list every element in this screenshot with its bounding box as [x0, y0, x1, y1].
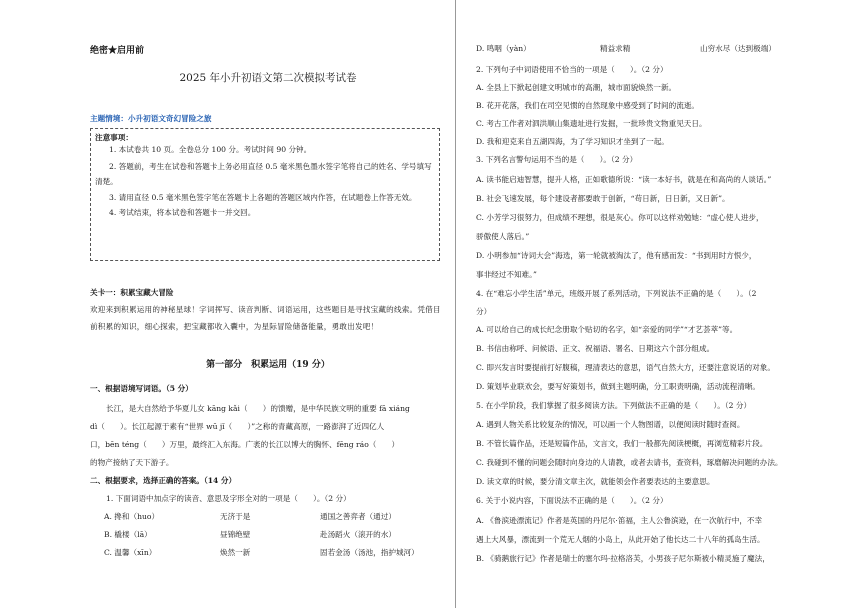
notice-item: 1. 本试卷共 10 页。全卷总分 100 分。考试时间 90 分钟。 [109, 145, 312, 155]
paragraph-line: 的物产接纳了天下游子。 [90, 458, 174, 467]
option: A. 遇到人物关系比较复杂的情况，可以画一个人物图谱，以便阅读时随时查阅。 [476, 420, 745, 429]
exam-title: 2025 年小升初语文第二次模拟考试卷 [179, 72, 357, 84]
notice-item: 4. 考试结束，将本试卷和答题卡一并交回。 [109, 207, 256, 217]
option-row [104, 530, 460, 539]
option: B. 《骑鹅旅行记》作者是瑞士的塞尔玛·拉格洛芙，小男孩子尼尔斯被小精灵施了魔法， [476, 554, 770, 563]
option: D. 读文章的时候，要分清文章主次，就能领会作者要表达的主要意思。 [476, 477, 715, 486]
option-cell: C. 温馨（xīn） [104, 548, 157, 557]
option: B. 花开花落，我们在司空见惯的自然现象中感受到了时间的流逝。 [476, 101, 700, 110]
level-intro: 欢迎来到积累运用的神秘星球！字词挥写、读音判断、词语运用，这些题目是寻找宝藏的线索。凭借目前积累的知识，细心探索，把宝藏都收入囊中，为星际冒险储备能量，勇敢出发吧！ [90, 305, 441, 331]
option: D. 小明参加“诗词大会”海选，第一轮就被淘汰了，他有感而发：“书到用时方恨少， [476, 251, 757, 260]
option-cell: 焕然一新 [220, 548, 251, 557]
option-cell: 固若金汤（汤池，指护城河） [320, 548, 419, 557]
secret-label: 绝密★启用前 [90, 46, 145, 56]
option: 事非经过不知难。” [476, 270, 537, 279]
option: 遇上大风暴，漂流到一个荒无人烟的小岛上，从此开始了他长达二十八年的孤岛生活。 [476, 535, 765, 544]
option: C. 考古工作者对泗洪顺山集遗址进行发掘，一批珍贵文物重见天日。 [476, 119, 707, 128]
paragraph-line: 长江，是大自然给予华夏儿女 kāng kǎi（ ）的馈赠，是中华民族文明的重要 fā xiáng [106, 404, 410, 413]
option-cell: D. 鸣咽（yàn） [476, 44, 531, 53]
paragraph-line: dì（ ）。长江起源于素有“世界 wū jǐ（ ）”之称的青藏高原，一路澎湃了近四亿人 [90, 422, 385, 431]
option: 骄傲使人落后。” [476, 232, 530, 241]
section-heading: 一、根据语境写词语。（5 分） [90, 384, 193, 393]
question-stem: 1. 下面词语中加点字的读音、意思及字形全对的一项是（ ）。（2 分） [106, 494, 351, 503]
option-cell: 昼锦绝壁 [220, 530, 251, 539]
option-row [104, 512, 460, 521]
option: A. 读书能启迪智慧，提升人格，正如歌德所说：“读一本好书，就是在和高尚的人谈话。” [476, 175, 772, 184]
option-cell: B. 橇楼（lā） [104, 530, 152, 539]
question-stem: 5. 在小学阶段，我们掌握了很多阅读方法。下列做法不正确的是（ ）。（2 分） [476, 401, 752, 410]
question-stem: 4. 在“难忘小学生活”单元，班级开展了系列活动，下列说法不正确的是（ ）。（2 [476, 289, 757, 298]
notice-item: 3. 请用直径 0.5 毫米黑色签字笔在答题卡上各题的答题区域内作答，在试题卷上作答无效。 [109, 192, 417, 202]
option-cell: A. 搀和（huo） [104, 512, 160, 521]
option: A. 《鲁滨逊漂流记》作者是英国的丹尼尔·笛福，主人公鲁滨逊，在一次航行中，不幸 [476, 516, 763, 525]
option: B. 社会飞速发展，每个建设者都要敢于创新，“苟日新，日日新，又日新”。 [476, 194, 730, 203]
option-cell: 通国之善弈者（通过） [320, 512, 396, 521]
theme-label: 主题情境：小升初语文奇幻冒险之旅 [90, 114, 212, 123]
option: D. 我和迎克来自五湖四海，为了学习知识才坐到了一起。 [476, 137, 669, 146]
part-title: 第一部分 积累运用（19 分） [206, 360, 330, 370]
notice-item: 2. 答题前，考生在试卷和答题卡上务必用直径 0.5 毫米黑色墨水签字笔将自己的姓名、学号填写清楚。 [95, 162, 432, 187]
option: A. 可以给自己的成长纪念册取个贴切的名字，如“亲爱的同学”“才艺荟萃”等。 [476, 325, 738, 334]
option: B. 书信由称呼、问候语、正文、祝福语、署名、日期这六个部分组成。 [476, 344, 715, 353]
section-1 [90, 384, 446, 393]
level-title: 关卡一：积累宝藏大冒险 [90, 288, 174, 297]
option: A. 全县上下掀起创建文明城市的高潮，城市面貌焕然一新。 [476, 83, 677, 92]
option: D. 策划毕业联欢会，要写好策划书，做到主题明确，分工职责明确，活动流程清晰。 [476, 382, 761, 391]
question-stem: 6. 关于小说内容，下面说法不正确的是（ ）。（2 分） [476, 496, 668, 505]
question-stem: 3. 下列名言警句运用不当的是（ ）。（2 分） [476, 155, 638, 164]
option-cell: 山穷水尽（达到极端） [700, 44, 776, 53]
paragraph-line: 口，bēn téng（ ）万里，最终汇入东海。广袤的长江以博大的胸怀、fēng ráo（ ） [90, 440, 400, 449]
right-column [476, 0, 816, 608]
notice-box [90, 128, 440, 261]
section-heading: 二、根据要求，选择正确的答案。（14 分） [90, 476, 237, 485]
question-stem-cont: 分） [476, 307, 492, 316]
option-cell: 精益求精 [600, 44, 631, 53]
question-stem: 2. 下列句子中词语使用不恰当的一项是（ ）。（2 分） [476, 65, 668, 74]
option-cell: 无济于是 [220, 512, 251, 521]
option: B. 不管长篇作品，还是短篇作品，文言文，我们一般都先阅读梗概，再浏览精彩片段。 [476, 439, 768, 448]
option: C. 小芳学习很努力，但成绩不理想，很是灰心。你可以这样劝勉她：“虚心使人进步， [476, 213, 764, 222]
left-column [90, 0, 446, 608]
option: C. 我碰到不懂的问题会随时向身边的人请教，或者去请书，查资料，琢磨解决问题的办法。 [476, 458, 783, 467]
option-row [104, 548, 460, 557]
option: C. 即兴发言时要提前打好腹稿，理清表达的意思，语气自然大方，还要注意说话的对象。 [476, 363, 775, 372]
option-cell: 赴汤蹈火（滚开的水） [320, 530, 396, 539]
notice-title: 注意事项： [95, 133, 133, 142]
option-row [476, 44, 816, 53]
